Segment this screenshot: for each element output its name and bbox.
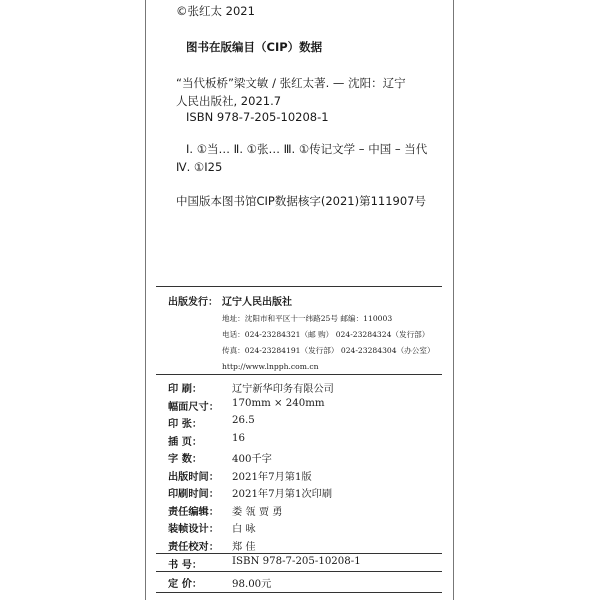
detail-value: 2021年7月第1次印刷 bbox=[232, 489, 333, 500]
publisher-label: 出版发行： bbox=[168, 297, 218, 308]
divider-bottom bbox=[156, 592, 442, 593]
cip-entry-line1: “当代板桥”梁文敏 / 张红太著. — 沈阳：辽宁 bbox=[176, 76, 406, 90]
detail-value: 2021年7月第1版 bbox=[232, 472, 312, 483]
cip-entry-line2: 人民出版社, 2021.7 bbox=[176, 94, 282, 108]
cip-isbn: ISBN 978-7-205-10208-1 bbox=[186, 110, 329, 124]
detail-row bbox=[168, 380, 334, 395]
detail-row bbox=[168, 398, 325, 413]
detail-value: 娄 瓴 贾 勇 bbox=[232, 507, 283, 518]
divider-top bbox=[156, 286, 442, 287]
detail-row bbox=[168, 520, 256, 535]
detail-label: 印刷时间： bbox=[168, 488, 219, 500]
detail-row bbox=[168, 450, 272, 465]
detail-value: 辽宁新华印务有限公司 bbox=[232, 384, 334, 395]
divider-price bbox=[156, 571, 442, 572]
classification-line2: Ⅳ. ①I25 bbox=[176, 160, 223, 174]
detail-value: ISBN 978-7-205-10208-1 bbox=[232, 556, 361, 567]
detail-row bbox=[168, 556, 361, 571]
detail-label: 定 价： bbox=[168, 578, 203, 590]
detail-row bbox=[168, 468, 312, 483]
publisher-website: http://www.lnpph.com.cn bbox=[222, 362, 319, 371]
publisher-name: 辽宁人民出版社 bbox=[222, 297, 292, 308]
detail-row bbox=[168, 538, 256, 553]
detail-label: 幅面尺寸： bbox=[168, 401, 219, 413]
detail-row bbox=[168, 575, 271, 590]
detail-label: 责任校对： bbox=[168, 541, 219, 553]
publisher-phone: 电话：024-23284321（邮 购） 024-23284324（发行部） bbox=[222, 330, 430, 339]
copyright-line: ©张红太 2021 bbox=[176, 4, 255, 18]
detail-label: 插 页： bbox=[168, 436, 203, 448]
publisher-address: 地址：沈阳市和平区十一纬路25号 邮编：110003 bbox=[222, 314, 393, 323]
detail-value: 白 咏 bbox=[232, 524, 256, 535]
detail-row bbox=[168, 415, 255, 430]
detail-value: 98.00元 bbox=[232, 579, 272, 590]
classification-line1: Ⅰ. ①当… Ⅱ. ①张… Ⅲ. ①传记文学 – 中国 – 当代 bbox=[186, 142, 428, 156]
divider-lower bbox=[156, 553, 442, 554]
detail-value: 170mm × 240mm bbox=[232, 398, 325, 409]
detail-value: 16 bbox=[232, 433, 245, 444]
detail-label: 出版时间： bbox=[168, 471, 219, 483]
cip-heading: 图书在版编目（CIP）数据 bbox=[186, 40, 323, 54]
detail-value: 郑 佳 bbox=[232, 542, 256, 553]
cip-record-number: 中国版本图书馆CIP数据核字(2021)第111907号 bbox=[176, 194, 426, 208]
detail-row bbox=[168, 485, 332, 500]
detail-label: 印 刷： bbox=[168, 383, 203, 395]
detail-value: 400千字 bbox=[232, 454, 272, 465]
detail-label: 书 号： bbox=[168, 559, 203, 571]
publisher-fax: 传真：024-23284191（发行部） 024-23284304（办公室） bbox=[222, 346, 435, 355]
detail-label: 装帧设计： bbox=[168, 523, 219, 535]
detail-label: 责任编辑： bbox=[168, 506, 219, 518]
detail-label: 字 数： bbox=[168, 453, 203, 465]
detail-value: 26.5 bbox=[232, 415, 255, 426]
divider-middle bbox=[156, 374, 442, 375]
detail-label: 印 张： bbox=[168, 418, 203, 430]
detail-row bbox=[168, 503, 282, 518]
detail-row bbox=[168, 433, 245, 448]
